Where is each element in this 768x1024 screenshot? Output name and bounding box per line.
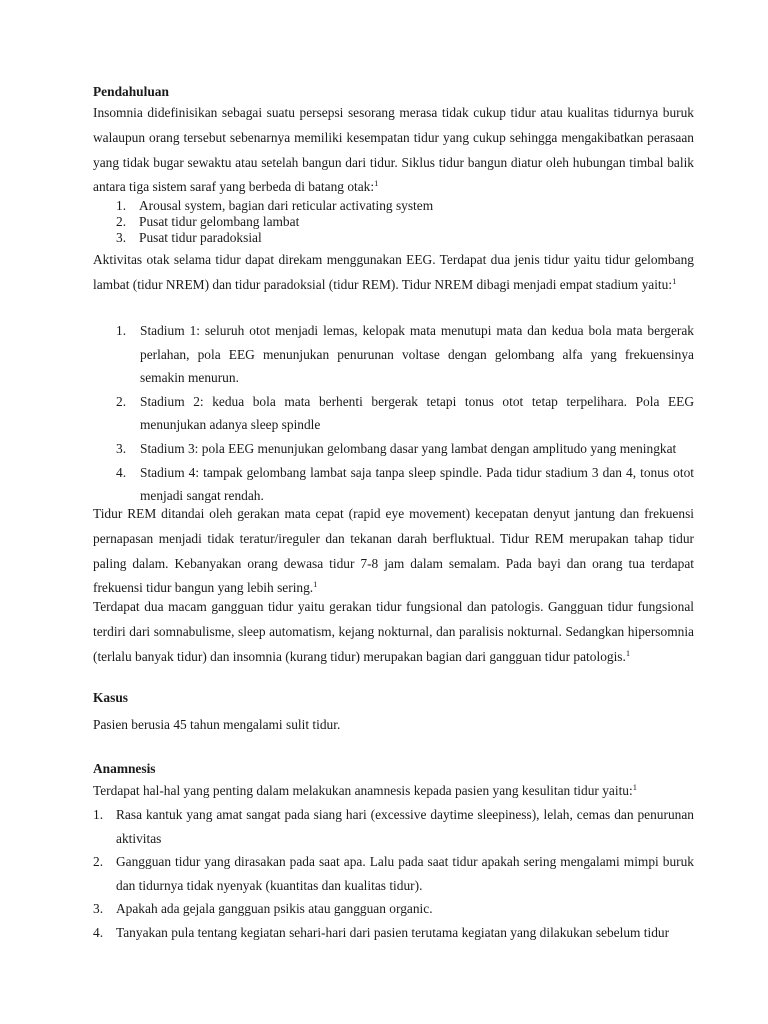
list-number: 4. [116, 464, 127, 480]
citation-ref: 1 [374, 178, 379, 189]
list-text: Stadium 2: kedua bola mata berhenti bergerak tetapi tonus otot tetap terpelihara. Pola EEG menunjukan adanya sleep spindle [140, 393, 694, 433]
list-item [93, 897, 694, 921]
list-text: Gangguan tidur yang dirasakan pada saat apa. Lalu pada saat tidur apakah sering mengalami mimpi buruk dan tidurnya tidak nyenyak (kuantitas dan kualitas tidur). [116, 854, 694, 893]
citation-ref: 1 [625, 647, 631, 658]
list-item [93, 850, 694, 897]
paragraph-sleep-disorders [93, 595, 694, 669]
paragraph-text: Terdapat dua macam gangguan tidur yaitu gerakan tidur fungsional dan patologis. Gangguan tidur fungsional terdiri dari somnabulisme, sleep automatism, kejang nokturnal, dan paralisis nokturnal. Sedangkan hipersomnia (terlalu banyak tidur) dan insomnia (kurang tidur) merupakan bagian dari gangguan tidur patologis. [93, 599, 694, 664]
paragraph-insomnia-definition [93, 101, 694, 200]
list-item [116, 390, 694, 437]
list-text: Pusat tidur paradoksial [139, 230, 262, 245]
paragraph-rem [93, 502, 694, 601]
list-text: Stadium 1: seluruh otot menjadi lemas, kelopak mata menutupi mata dan kedua bola mata bergerak perlahan, pola EEG menunjukan penurunan voltase dengan gelombang alfa yang frekuensinya semakin menurun. [140, 323, 694, 386]
list-number: 1. [116, 323, 127, 338]
heading-anamnesis: Anamnesis [93, 761, 156, 776]
list-text: Arousal system, bagian dari reticular activating system [139, 198, 434, 213]
list-text: Pusat tidur gelombang lambat [139, 214, 300, 229]
list-item [116, 198, 696, 214]
list-number: 2. [116, 393, 127, 409]
citation-ref: 1 [672, 275, 677, 286]
list-number: 1. [93, 807, 104, 822]
heading-kasus: Kasus [93, 690, 128, 705]
citation-ref: 1 [632, 782, 637, 792]
list-number: 1. [116, 198, 127, 213]
list-item [116, 214, 696, 230]
list-number: 3. [116, 440, 127, 456]
sleep-systems-list [116, 198, 696, 246]
heading-pendahuluan: Pendahuluan [93, 84, 169, 99]
nrem-stages-list [116, 319, 694, 508]
paragraph-text: Insomnia didefinisikan sebagai suatu persepsi sesorang merasa tidak cukup tidur atau kualitas tidurnya buruk walaupun orang tersebut sebenarnya memiliki kesempatan tidur yang cukup sehingga mengakibatkan perasaan yang tidak bugar sewaktu atau setelah bangun dari tidur. Siklus tidur bangun diatur oleh hubungan timbal balik antara tiga sistem saraf yang berbeda di batang otak: [93, 105, 694, 195]
paragraph-eeg [93, 248, 694, 298]
list-item [116, 319, 694, 390]
list-item [93, 803, 694, 850]
citation-ref: 1 [313, 579, 318, 590]
list-text: Tanyakan pula tentang kegiatan sehari-hari dari pasien terutama kegiatan yang dilakukan sebelum tidur [116, 924, 670, 940]
list-number: 4. [93, 924, 104, 940]
list-number: 3. [93, 901, 104, 917]
list-item [116, 230, 696, 246]
list-number: 2. [93, 854, 104, 870]
anamnesis-list [93, 803, 694, 945]
list-text: Stadium 3: pola EEG menunjukan gelombang dasar yang lambat dengan amplitudo yang meningkat [140, 440, 677, 456]
list-text: Apakah ada gejala gangguan psikis atau gangguan organic. [116, 901, 433, 917]
list-number: 3. [116, 230, 127, 245]
list-item [93, 921, 694, 945]
paragraph-text: Aktivitas otak selama tidur dapat direkam menggunakan EEG. Terdapat dua jenis tidur yaitu tidur gelombang lambat (tidur NREM) dan tidur paradoksial (tidur REM). Tidur NREM dibagi menjadi empat stadium yaitu: [93, 252, 694, 292]
list-text: Rasa kantuk yang amat sangat pada siang hari (excessive daytime sleepiness), lelah, cemas dan penurunan aktivitas [116, 807, 694, 846]
case-text: Pasien berusia 45 tahun mengalami sulit tidur. [93, 717, 341, 732]
paragraph-text: Tidur REM ditandai oleh gerakan mata cepat (rapid eye movement) kecepatan denyut jantung dan frekuensi pernapasan menjadi tidak teratur/ireguler dan tekanan darah berfluktual. Tidur REM merupakan tahap tidur paling dalam. Kebanyakan orang dewasa tidur 7-8 jam dalam semalam. Pada bayi dan orang tua terdapat frekuensi tidur bangun yang lebih sering. [93, 506, 694, 596]
list-item [116, 437, 694, 461]
list-text: Stadium 4: tampak gelombang lambat saja tanpa sleep spindle. Pada tidur stadium 3 dan 4, tonus otot menjadi sangat rendah. [140, 464, 694, 504]
list-number: 2. [116, 214, 127, 229]
list-item [116, 461, 694, 508]
paragraph-anamnesis-intro [93, 779, 694, 804]
paragraph-text: Terdapat hal-hal yang penting dalam melakukan anamnesis kepada pasien yang kesulitan tidur yaitu: [93, 783, 633, 798]
